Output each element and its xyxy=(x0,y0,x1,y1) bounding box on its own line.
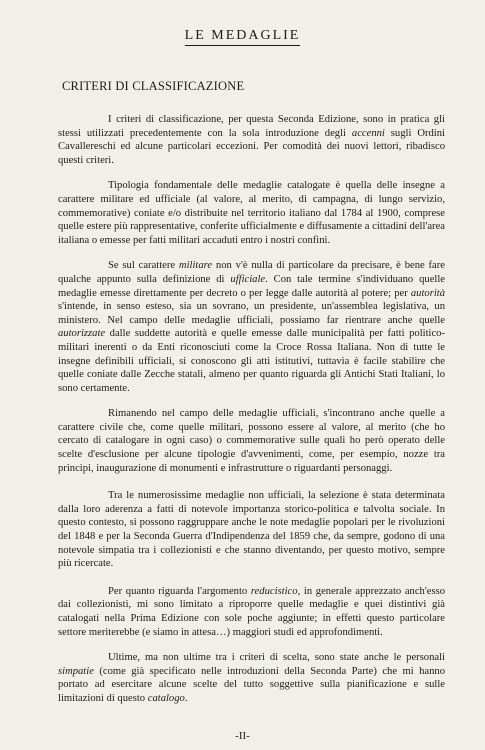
paragraph-5 xyxy=(58,489,445,571)
text-run: Ultime, ma non ultime tra i criteri di scelta, sono state anche le personali xyxy=(108,652,445,664)
italic-run: autorizzate xyxy=(58,328,106,340)
body-text xyxy=(58,113,445,718)
italic-run: ufficiale xyxy=(230,273,266,285)
text-run: I criteri di classificazione, per questa Seconda Edizione, sono in pratica gli stessi utilizzati precedentemente con la sola introduzione degli xyxy=(58,114,445,139)
text-run: . xyxy=(184,692,188,704)
text-run: (come già specificato nelle introduzioni della Seconda Parte) che mi hanno portato ad esercitare alcune scelte del tutto soggettive sulla pianificazione e sulle limitazioni di questo xyxy=(58,665,445,704)
section-title: CRITERI DI CLASSIFICAZIONE xyxy=(62,79,245,93)
text-run: non v'è nulla di particolare da precisare, è bene fare qualche appunto sulla definizione di xyxy=(58,260,445,285)
text-run: Tra le numerosissime medaglie non ufficiali, la selezione è stata determinata dalla loro aderenza a fatti di notevole importanza storico-politica e talvolta sociale. In questo contesto, si possono raggruppare anche le note medaglie popolari per le rivoluzioni del 1848 e per la Seconda Guerra d'Indipendenza del 1859 che, da sempre, godono di una notevole simpatia tra i collezionisti e che stanno diventando, per questo motivo, sempre più ricercate. xyxy=(58,490,445,570)
text-run: Per quanto riguarda l'argomento xyxy=(108,585,251,597)
page-title: LE MEDAGLIE xyxy=(185,28,301,46)
page-header xyxy=(0,26,485,46)
paragraph-2 xyxy=(58,179,445,247)
text-run: Se sul carattere xyxy=(108,260,179,272)
paragraph-3 xyxy=(58,259,445,395)
italic-run: autorità xyxy=(410,287,445,299)
paragraph-4 xyxy=(58,407,445,475)
text-run: . Con tale termine s'individuano quelle medaglie emesse direttamente per decreto o per legge dalle autorità al potere; per xyxy=(58,273,445,299)
text-run: sugli Ordini Cavallereschi ed alcune particolari eccezioni. Per comodità dei nuovi lettori, ribadisco questi criteri. xyxy=(58,127,445,166)
text-run: Tipologia fondamentale delle medaglie catalogate è quella delle insegne a carattere militare ed ufficiale (al valore, al merito, di campagna, di lungo servizio, commemorative) coniate e/o distribuite nel territorio italiano dal 1784 al 1900, comprese quelle estere più rappresentative, conferite ufficialmente e diffusamente a cittadini dell'area italiana o emesse per fatti militari accaduti entro i nostri confini. xyxy=(58,180,445,246)
italic-run: accenni xyxy=(351,127,385,139)
italic-run: militare xyxy=(178,260,213,272)
italic-run: simpatie xyxy=(58,665,94,677)
paragraph-7 xyxy=(58,651,445,705)
text-run: s'intende, in senso esteso, sia un sovrano, un presidente, un'assemblea legislativa, un ministero. Nel campo delle medaglie ufficiali, possiamo far rientrare anche quelle xyxy=(58,301,445,326)
paragraph-6 xyxy=(58,585,445,639)
page-number: -II- xyxy=(235,730,250,742)
text-run: dalle suddette autorità e quelle emesse dalle municipalità per fatti politico-militari inerenti o da Enti riconosciuti come la Croce Rossa Italiana. Non di tutte le insegne definibili ufficiali, si conoscono gli atti istitutivi, tuttavia è facile stabilire che quelle coniate dalle Zecche statali, almeno per quanto riguarda gli Antichi Stati Italiani, lo sono certamente. xyxy=(58,328,445,394)
italic-run: reducistico xyxy=(250,585,298,597)
italic-run: catalogo xyxy=(147,692,185,704)
text-run: , in generale apprezzato anch'esso dai collezionisti, mi sono limitato a riproporre quelle medaglie e quei distintivi già catalogati nella Prima Edizione con sole poche aggiunte; in effetti questo particolare settore meriterebbe (e siamo in attesa…) maggiori studi ed approfondimenti. xyxy=(58,585,445,638)
text-run: Rimanendo nel campo delle medaglie ufficiali, s'incontrano anche quelle a carattere civile che, come quelle militari, possono essere al valore, al merito (che ho cercato di catalogare in ogni caso) o commemorative sulle quali ho però operato delle scelte d'esclusione per alcune tipologie d'avvenimenti, come, per esempio, nozze tra principi, inaugurazione di monumenti e infrastrutture o riguardanti personaggi. xyxy=(58,408,445,474)
paragraph-1 xyxy=(58,113,445,167)
